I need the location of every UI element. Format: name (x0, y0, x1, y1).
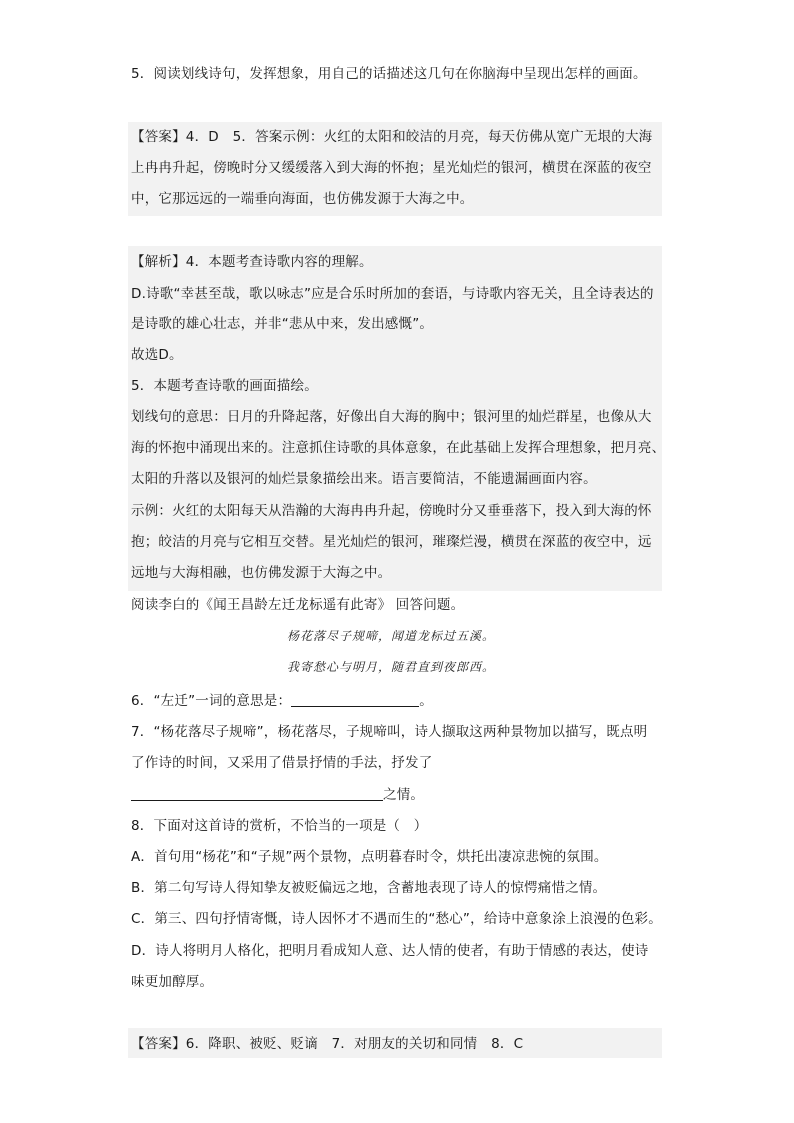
question-6-end: 。 (419, 693, 433, 709)
answer-line: 上冉冉升起，傍晚时分又缓缓落入到大海的怀抱；星光灿烂的银河，横贯在深蓝的夜空 (131, 160, 652, 176)
analysis-line: D.诗歌“幸甚至哉，歌以咏志”应是合乐时所加的套语，与诗歌内容无关，且全诗表达的 (131, 286, 654, 302)
answer-line: 【答案】4．D 5．答案示例：火红的太阳和皎洁的月亮，每天仿佛从宽广无垠的大海 (131, 129, 653, 145)
question-7-end: 之情。 (383, 787, 425, 803)
analysis-line: 故选D。 (131, 347, 183, 363)
poem-line-2: 我寄愁心与明月，随君直到夜郎西。 (287, 660, 496, 674)
question-7-line-2: 了作诗的时间，又采用了借景抒情的手法，抒发了 (131, 755, 433, 771)
answer-2: 【答案】6．降职、被贬、贬谪 7．对朋友的关切和同情 8．C (131, 1036, 524, 1052)
reading-intro: 阅读李白的《闻王昌龄左迁龙标遥有此寄》 回答问题。 (131, 597, 465, 613)
answer-blank-6[interactable] (291, 692, 419, 707)
analysis-line: 【解析】4．本题考查诗歌内容的理解。 (131, 254, 373, 270)
analysis-line: 示例：火红的太阳每天从浩瀚的大海冉冉升起，傍晚时分又垂垂落下，投入到大海的怀 (131, 503, 652, 519)
analysis-line: 5．本题考查诗歌的画面描绘。 (131, 378, 318, 394)
question-7-line-1: 7．“杨花落尽子规啼”，杨花落尽，子规啼叫，诗人撷取这两种景物加以描写，既点明 (131, 724, 648, 740)
option-d-line-1: D．诗人将明月人格化，把明月看成知人意、达人情的使者，有助于情感的表达，使诗 (131, 943, 649, 959)
analysis-line: 远地与大海相融，也仿佛发源于大海之中。 (131, 565, 392, 581)
analysis-line: 是诗歌的雄心壮志，并非“悲从中来，发出感慨”。 (131, 316, 434, 332)
option-b: B．第二句写诗人得知挚友被贬偏远之地，含蓄地表现了诗人的惊愕痛惜之情。 (131, 880, 607, 896)
question-7-line-3 (131, 785, 424, 805)
answer-line: 中，它那远远的一端垂向海面，也仿佛发源于大海之中。 (131, 191, 474, 207)
option-a: A．首句用“杨花”和“子规”两个景物，点明暮春时令，烘托出凄凉悲惋的氛围。 (131, 849, 608, 865)
option-c: C．第三、四句抒情寄慨，诗人因怀才不遇而生的“愁心”，给诗中意象涂上浪漫的色彩。 (131, 911, 662, 927)
analysis-line: 抱；皎洁的月亮与它相互交替。星光灿烂的银河，璀璨烂漫，横贯在深蓝的夜空中，远 (131, 534, 652, 550)
poem-line-1: 杨花落尽子规啼，闻道龙标过五溪。 (287, 629, 496, 643)
analysis-line: 太阳的升落以及银河的灿烂景象描绘出来。语言要简洁，不能遗漏画面内容。 (131, 471, 597, 487)
question-8-stem: 8．下面对这首诗的赏析，不恰当的一项是（ ） (131, 818, 428, 834)
question-5: 5．阅读划线诗句，发挥想象，用自己的话描述这几句在你脑海中呈现出怎样的画面。 (131, 66, 647, 82)
question-6 (131, 691, 433, 711)
answer-blank-7[interactable] (131, 786, 383, 801)
option-d-line-2: 味更加醇厚。 (131, 974, 214, 990)
question-6-text: 6．“左迁”一词的意思是： (131, 693, 292, 709)
analysis-line: 海的怀抱中涌现出来的。注意抓住诗歌的具体意象，在此基础上发挥合理想象，把月亮、 (131, 440, 666, 456)
analysis-line: 划线句的意思：日月的升降起落，好像出自大海的胸中；银河里的灿烂群星，也像从大 (131, 409, 652, 425)
